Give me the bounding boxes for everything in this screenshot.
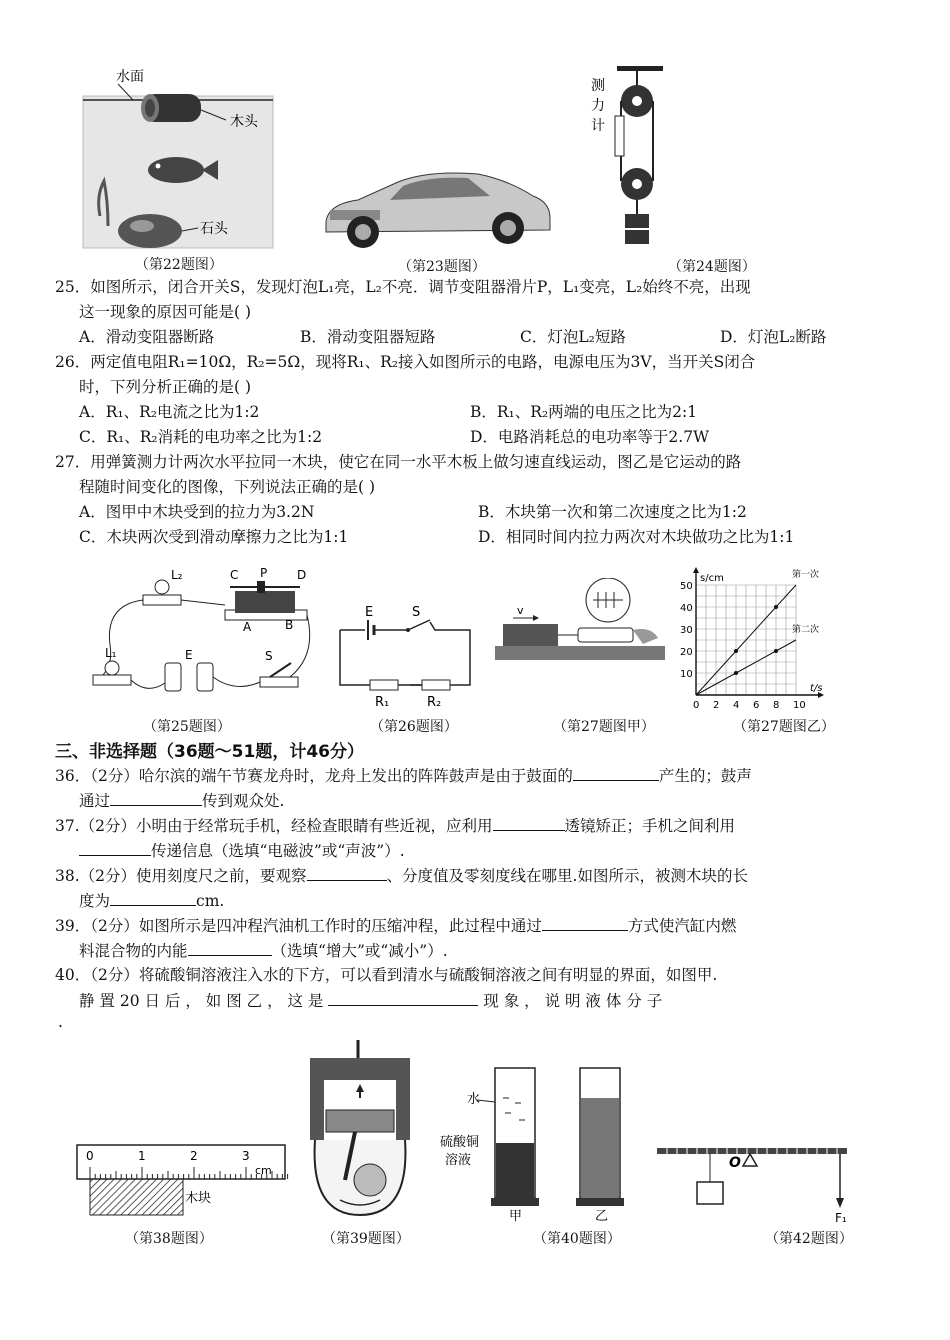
fig39-engine-picture [300,1040,425,1220]
label-f1: F₁ [835,1211,847,1225]
q38-line2: 度为 cm. [79,888,224,913]
ruler-label-0: 0 [86,1149,94,1163]
x-axis-label: t/s [810,683,823,694]
x-tick-label: 0 [693,700,700,711]
caption-fig27b: （第27题图乙） [733,719,835,735]
switch-s [260,677,298,687]
q37-line1: 37.（2分）小明由于经常玩手机，经检查眼睛有些近视，应利用 透镜矫正；手机之间利用 [55,813,735,838]
rheostat-coil [235,591,295,613]
series-point-2 [734,671,738,675]
q40-line1: 40．（2分）将硫酸铜溶液注入水的下方，可以看到清水与硫酸铜溶液之间有明显的界面，如图甲. [55,966,718,984]
battery-2 [197,663,213,691]
fig38-ruler-picture [75,1140,290,1220]
resistor-r1 [370,680,398,690]
y-tick-label: 30 [680,625,693,636]
block [503,624,558,646]
series-label-2: 第二次 [792,625,820,635]
lamp-l2 [155,580,169,594]
q26-option-b[interactable]: B．R₁、R₂两端的电压之比为2:1 [470,403,698,421]
caption-fig42: （第42题图） [765,1231,853,1247]
piston [326,1110,394,1132]
y-axis-arrow [693,567,699,573]
q26-option-c[interactable]: C．R₁、R₂消耗的电功率之比为1:2 [79,428,323,446]
q25-line2: 这一现象的原因可能是( ) [79,303,252,321]
section-heading: 三、非选择题（36题～51题，计46分） [55,742,364,762]
fig24-pulley-picture [585,66,665,256]
q27-option-c[interactable]: C．木块两次受到滑动摩擦力之比为1:1 [79,528,349,546]
q39-blank-2[interactable] [188,938,272,956]
label-wood: 木头 [230,114,258,130]
q25-option-a[interactable]: A．滑动变阻器断路 [79,328,215,346]
fig27b-st-chart [672,555,842,713]
series-label-1: 第一次 [792,570,820,580]
fulcrum [743,1154,757,1166]
fig26-circuit-diagram [330,600,480,710]
ruler-label-1: 1 [138,1149,146,1163]
label-s: S [265,649,273,663]
q25-option-d[interactable]: D．灯泡L₂断路 [720,328,827,346]
q27-line1: 27．用弹簧测力计两次水平拉同一木块，使它在同一水平木板上做匀速直线运动，图乙是它运动的路 [55,453,742,471]
q26-option-a[interactable]: A．R₁、R₂电流之比为1:2 [79,403,260,421]
y-tick-label: 40 [680,603,693,614]
label-v: v [517,604,524,617]
x-tick-label: 6 [753,700,760,711]
fish [148,157,204,183]
label-yi: 乙 [595,1209,609,1224]
y-tick-label: 50 [680,581,693,592]
ruler-body [77,1145,285,1179]
x-tick-label: 4 [733,700,740,711]
label-p: P [260,566,268,580]
q27-option-a[interactable]: A．图甲中木块受到的拉力为3.2N [79,503,315,521]
q27-option-d[interactable]: D．相同时间内拉力两次对木块做功之比为1:1 [478,528,795,546]
q36-line1: 36．（2分）哈尔滨的端午节赛龙舟时，龙舟上发出的阵阵鼓声是由于鼓面的 产生的；鼓声 [55,763,752,788]
caption-fig23: （第23题图） [398,259,486,275]
q40-line3: . [58,1013,63,1031]
board [495,646,665,660]
slider-p [257,581,265,593]
q36-line2: 通过 传到观众处. [79,788,284,813]
y-tick-label: 20 [680,647,693,658]
hanging-weight [697,1182,723,1204]
caption-fig24: （第24题图） [668,259,756,275]
q27-line2: 程随时间变化的图像，下列说法正确的是( ) [79,478,376,496]
q38-blank-1[interactable] [307,863,387,881]
x-tick-label: 8 [773,700,780,711]
q26-line1: 26．两定值电阻R₁=10Ω，R₂=5Ω，现将R₁、R₂接入如图所示的电路，电源电压为3V，当开关S闭合 [55,353,756,371]
label-l1: L₁ [105,646,117,660]
switch-blade [408,620,430,630]
q39-line1: 39．（2分）如图所示是四冲程汽油机工作时的压缩冲程，此过程中通过 方式使汽缸内燃 [55,913,736,938]
label-r2: R₂ [427,695,442,710]
label-a: A [243,620,252,634]
x-tick-label: 10 [793,700,806,711]
lamp-l1 [105,661,119,675]
spring-scale [615,116,624,156]
caption-fig39: （第39题图） [322,1231,410,1247]
series-point-2 [774,649,778,653]
label-water: 水 [467,1092,481,1107]
q26-option-d[interactable]: D．电路消耗总的电功率等于2.7W [470,428,710,446]
crankshaft [354,1164,386,1196]
label-solution-1: 硫酸铜 [440,1135,480,1150]
force-arrow [836,1198,844,1208]
label-d: D [297,568,307,582]
fig22-underwater-picture [78,66,278,251]
scale-body [578,628,633,642]
label-l2: L₂ [171,568,183,582]
cylinder-head [310,1058,410,1080]
q37-line2: 传递信息（选填“电磁波”或“声波”）. [79,838,405,863]
fig27a-spring-scale-picture [493,578,668,673]
q27-option-b[interactable]: B．木块第一次和第二次速度之比为1:2 [478,503,747,521]
q38-blank-2[interactable] [110,888,196,906]
caption-fig25: （第25题图） [143,719,231,735]
weights [625,214,649,228]
label-r1: R₁ [375,695,390,710]
series-point-1 [734,649,738,653]
ruler-label-2: 2 [190,1149,198,1163]
q36-blank-1[interactable] [573,763,659,781]
label-stone: 石头 [200,221,228,237]
caption-fig38: （第38题图） [125,1231,213,1247]
label-meter-3: 计 [591,118,605,134]
q25-line1: 25．如图所示，闭合开关S，发现灯泡L₁亮，L₂不亮．调节变阻器滑片P，L₁变亮，L₂始终不亮，出现 [55,278,751,296]
y-axis-label: s/cm [700,573,724,584]
fig23-car-picture [318,152,558,252]
fig42-lever-diagram [655,1140,855,1225]
label-wood: 木块 [185,1191,212,1206]
x-tick-label: 2 [713,700,720,711]
fig25-circuit-picture [85,565,320,710]
label-meter-2: 力 [591,98,605,114]
q40-line2: 静 置 20 日 后 ， 如 图 乙 ， 这 是 现 象 ， 说 明 液 体 分 子 [79,988,662,1013]
label-water: 水面 [116,69,144,85]
label-solution-2: 溶液 [445,1153,472,1168]
label-s: S [412,605,421,620]
label-jia: 甲 [509,1209,523,1224]
q25-option-b[interactable]: B．滑动变阻器短路 [300,328,436,346]
fig40-cylinders-picture [435,1058,635,1226]
caption-fig40: （第40题图） [533,1231,621,1247]
q25-option-c[interactable]: C．灯泡L₂短路 [520,328,626,346]
label-e: E [185,648,193,662]
ruler-unit: cm [255,1164,272,1177]
q26-line2: 时，下列分析正确的是( ) [79,378,252,396]
q37-blank-1[interactable] [493,813,565,831]
label-b: B [285,618,294,632]
series-point-1 [774,605,778,609]
q39-line2: 料混合物的内能 （选填“增大”或“减小”）. [79,938,448,963]
label-c: C [230,568,239,582]
q39-blank-1[interactable] [542,913,628,931]
q38-line1: 38.（2分）使用刻度尺之前，要观察 、分度值及零刻度线在哪里.如图所示，被测木块的长 [55,863,748,888]
ruler-label-3: 3 [242,1149,250,1163]
wood-block [90,1179,183,1215]
y-tick-label: 10 [680,669,693,680]
caption-fig22: （第22题图） [135,257,223,273]
caption-fig27a: （第27题图甲） [553,719,655,735]
q40-blank-1[interactable] [328,988,478,1006]
label-meter-1: 测 [591,78,605,94]
resistor-r2 [422,680,450,690]
label-o: O [729,1155,741,1171]
caption-fig26: （第26题图） [370,719,458,735]
q37-blank-2[interactable] [79,838,151,856]
q36-blank-2[interactable] [110,788,202,806]
stone [118,214,182,248]
label-e: E [365,605,374,620]
battery-1 [165,663,181,691]
lever-bar [657,1148,847,1154]
